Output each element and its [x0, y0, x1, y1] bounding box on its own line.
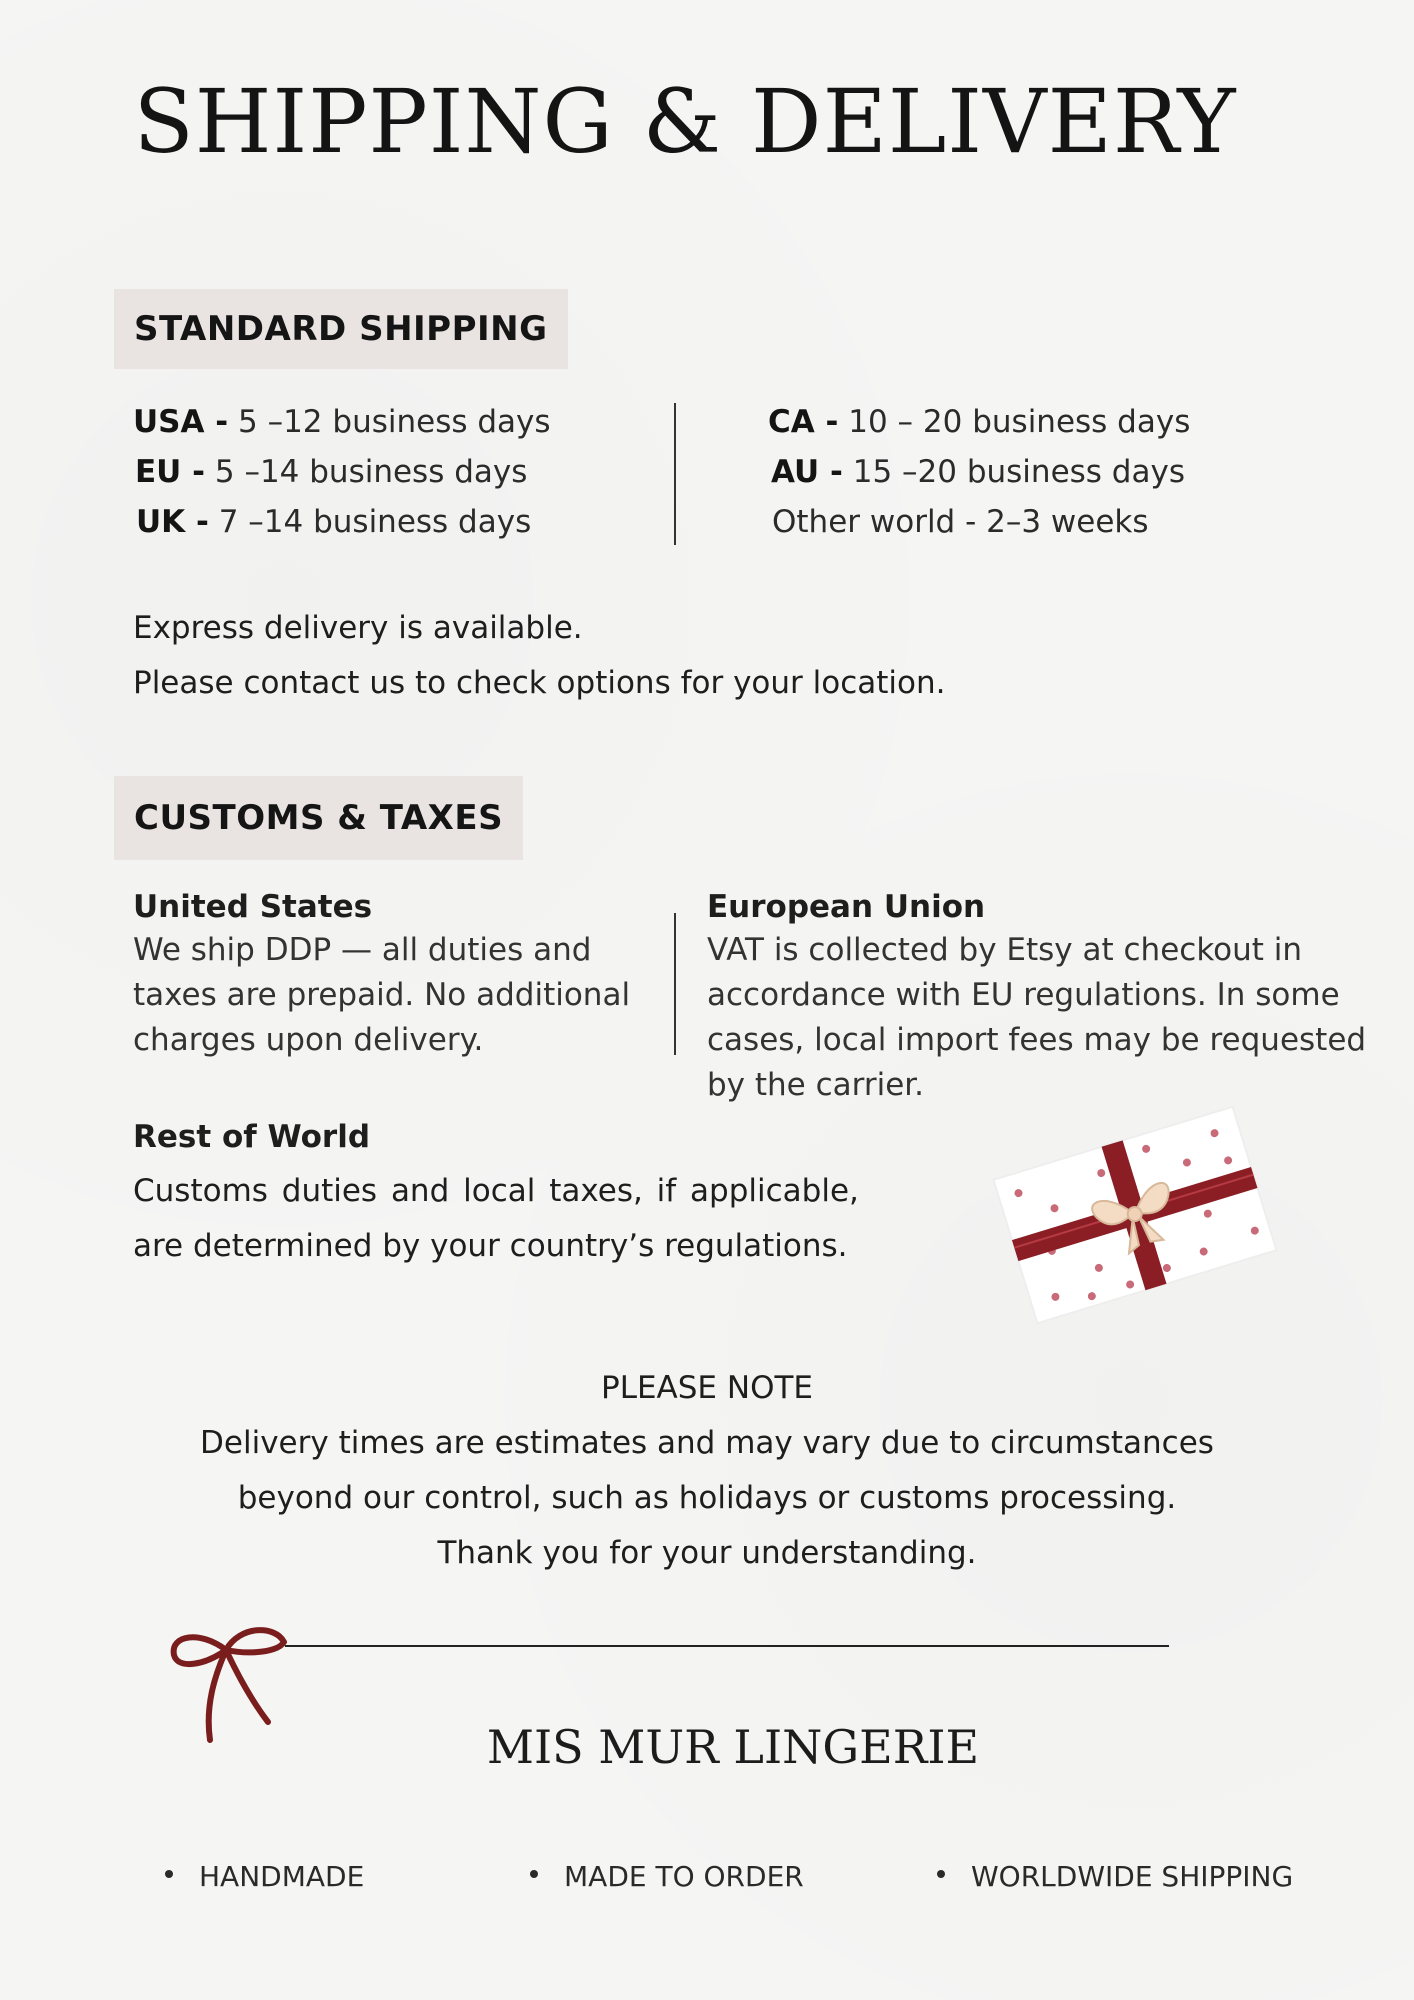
note-line-3: Thank you for your understanding.: [437, 1535, 977, 1571]
customs-eu-block: [707, 886, 1389, 1108]
customs-us-text: We ship DDP — all duties and taxes are prepaid. No additional charges upon delivery.: [133, 932, 631, 1058]
shipping-row-usa: USA - 5 –12 business days: [133, 404, 551, 440]
express-line-2: Please contact us to check options for your location.: [133, 665, 946, 701]
shipping-row-au: AU - 15 –20 business days: [771, 454, 1185, 490]
shipping-row-eu: EU - 5 –14 business days: [135, 454, 528, 490]
note-line-2: beyond our control, such as holidays or customs processing.: [237, 1480, 1177, 1516]
note-heading: PLEASE NOTE: [601, 1370, 813, 1406]
express-line-1: Express delivery is available.: [133, 610, 583, 646]
shipping-row-ca: CA - 10 – 20 business days: [768, 404, 1191, 440]
shipping-row-uk: UK - 7 –14 business days: [136, 504, 532, 540]
bullet-icon: [165, 1870, 173, 1878]
customs-divider: [674, 913, 676, 1055]
feature-worldwide-shipping: WORLDWIDE SHIPPING: [937, 1860, 1293, 1893]
divider-line: [285, 1645, 1169, 1647]
customs-row-heading: Rest of World: [133, 1119, 371, 1155]
feature-made-to-order: MADE TO ORDER: [530, 1860, 804, 1893]
customs-us-heading: United States: [133, 889, 373, 925]
standard-shipping-label: STANDARD SHIPPING: [114, 289, 568, 369]
page-title: SHIPPING & DELIVERY: [133, 70, 1237, 173]
shipping-left-list: [133, 397, 551, 547]
bullet-icon: [937, 1870, 945, 1878]
shipping-right-list: [768, 397, 1190, 547]
customs-eu-heading: European Union: [707, 889, 986, 925]
customs-eu-text: VAT is collected by Etsy at checkout in accordance with EU regulations. In some cases, local import fees may be requested by the carrier.: [707, 932, 1367, 1103]
customs-row-line-2: are determined by your country’s regulations.: [133, 1228, 848, 1264]
feature-handmade: HANDMADE: [165, 1860, 364, 1893]
customs-us-block: [133, 886, 663, 1063]
gift-icon: [990, 1095, 1280, 1335]
customs-row-line-1: Customs duties and local taxes, if applicable,: [133, 1173, 859, 1209]
customs-taxes-label: CUSTOMS & TAXES: [114, 776, 523, 860]
note-line-1: Delivery times are estimates and may vary due to circumstances: [200, 1425, 1214, 1461]
shipping-divider: [674, 403, 676, 545]
shipping-row-other: Other world - 2–3 weeks: [772, 504, 1149, 540]
brand-name: MIS MUR LINGERIE: [486, 1720, 980, 1774]
bullet-icon: [530, 1870, 538, 1878]
